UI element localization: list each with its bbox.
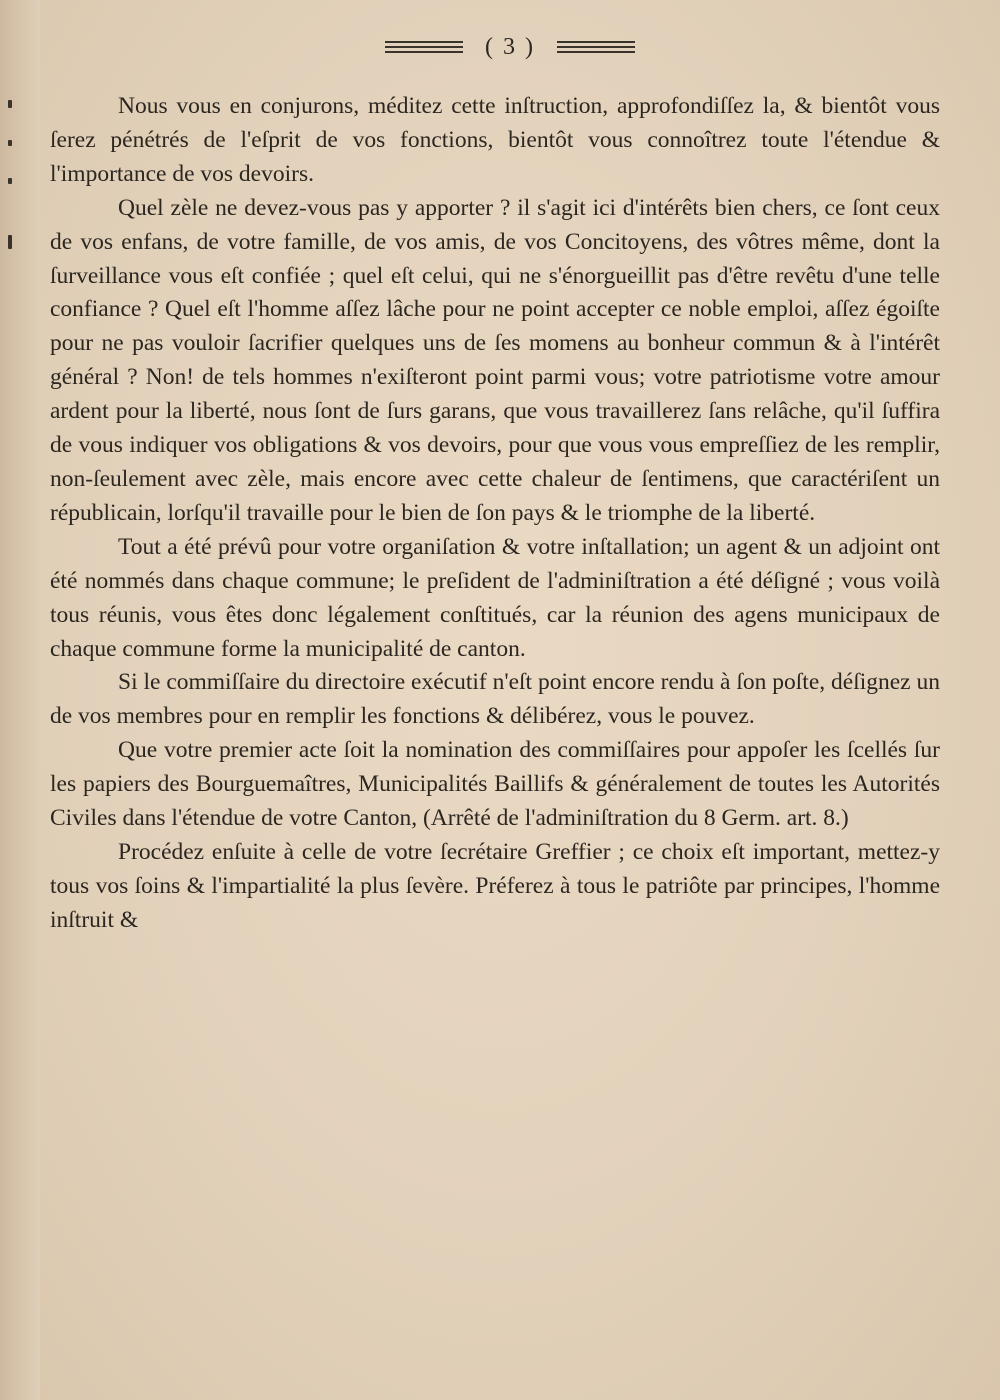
binding-gutter: [0, 0, 40, 1400]
paragraph: Quel zèle ne devez-vous pas y apporter ? il s'agit ici d'intérêts bien chers, ce ſont ceux de vos enfans, de votre famille, de vos amis, de vos Concitoyens, des vôtres même, dont la ſurveillance vous eſt confiée ; quel eſt celui, qui ne s'énorgueillit pas d'être revêtu d'une telle confiance ? Quel eſt l'homme aſſez lâche pour ne point accepter ce noble emploi, aſſez égoiſte pour ne pas vouloir ſacrifier quelques uns de ſes momens au bonheur commun & à l'intérêt général ? Non! de tels hommes n'exiſteront point parmi vous; votre patriotisme votre amour ardent pour la liberté, nous ſont de ſurs garans, que vous travaillerez ſans relâche, qu'il ſuffira de vous indiquer vos obligations & vos devoirs, pour que vous vous empreſſiez de les remplir, non-ſeulement avec zèle, mais encore avec cette chaleur de ſentimens, que caractériſent un républicain, lorſqu'il travaille pour le bien de ſon pays & le triomphe de la liberté.: [50, 194, 940, 526]
binding-mark: [8, 235, 12, 249]
binding-mark: [8, 140, 12, 146]
paragraph: Procédez enſuite à celle de votre ſecrétaire Greffier ; ce choix eſt important, mettez-y tous vos ſoins & l'impartialité la plus ſevère. Préferez à tous le patriôte par principes, l'homme inſtruit &: [50, 838, 940, 933]
paragraph: Si le commiſſaire du directoire exécutif n'eſt point encore rendu à ſon poſte, déſignez un de vos membres pour en remplir les fonctions & délibérez, vous le pouvez.: [50, 669, 940, 730]
body-text: [50, 90, 940, 938]
paragraph: Tout a été prévû pour votre organiſation & votre inſtallation; un agent & un adjoint ont été nommés dans chaque commune; le preſident de l'adminiſtration a été déſigné ; vous voilà tous réunis, vous êtes donc légalement conſtitués, car la réunion des agens municipaux de chaque commune forme la municipalité de canton.: [50, 533, 940, 662]
binding-mark: [8, 178, 12, 184]
paragraph: Que votre premier acte ſoit la nomination des commiſſaires pour appoſer les ſcellés ſur les papiers des Bourguemaîtres, Municipalités Baillifs & généralement de toutes les Autorités Civiles dans l'étendue de votre Canton, (Arrêté de l'adminiſtration du 8 Germ. art. 8.): [50, 737, 940, 832]
paragraph: Nous vous en conjurons, méditez cette inſtruction, approfondiſſez la, & bientôt vous ſerez pénétrés de l'eſprit de vos fonctions, bientôt vous connoîtrez toute l'étendue & l'importance de vos devoirs.: [50, 93, 940, 187]
header-rule-left: [385, 41, 463, 53]
header-rule-right: [557, 41, 635, 53]
binding-mark: [8, 100, 12, 108]
page-header: [380, 30, 640, 64]
page-number: ( 3 ): [485, 33, 535, 60]
